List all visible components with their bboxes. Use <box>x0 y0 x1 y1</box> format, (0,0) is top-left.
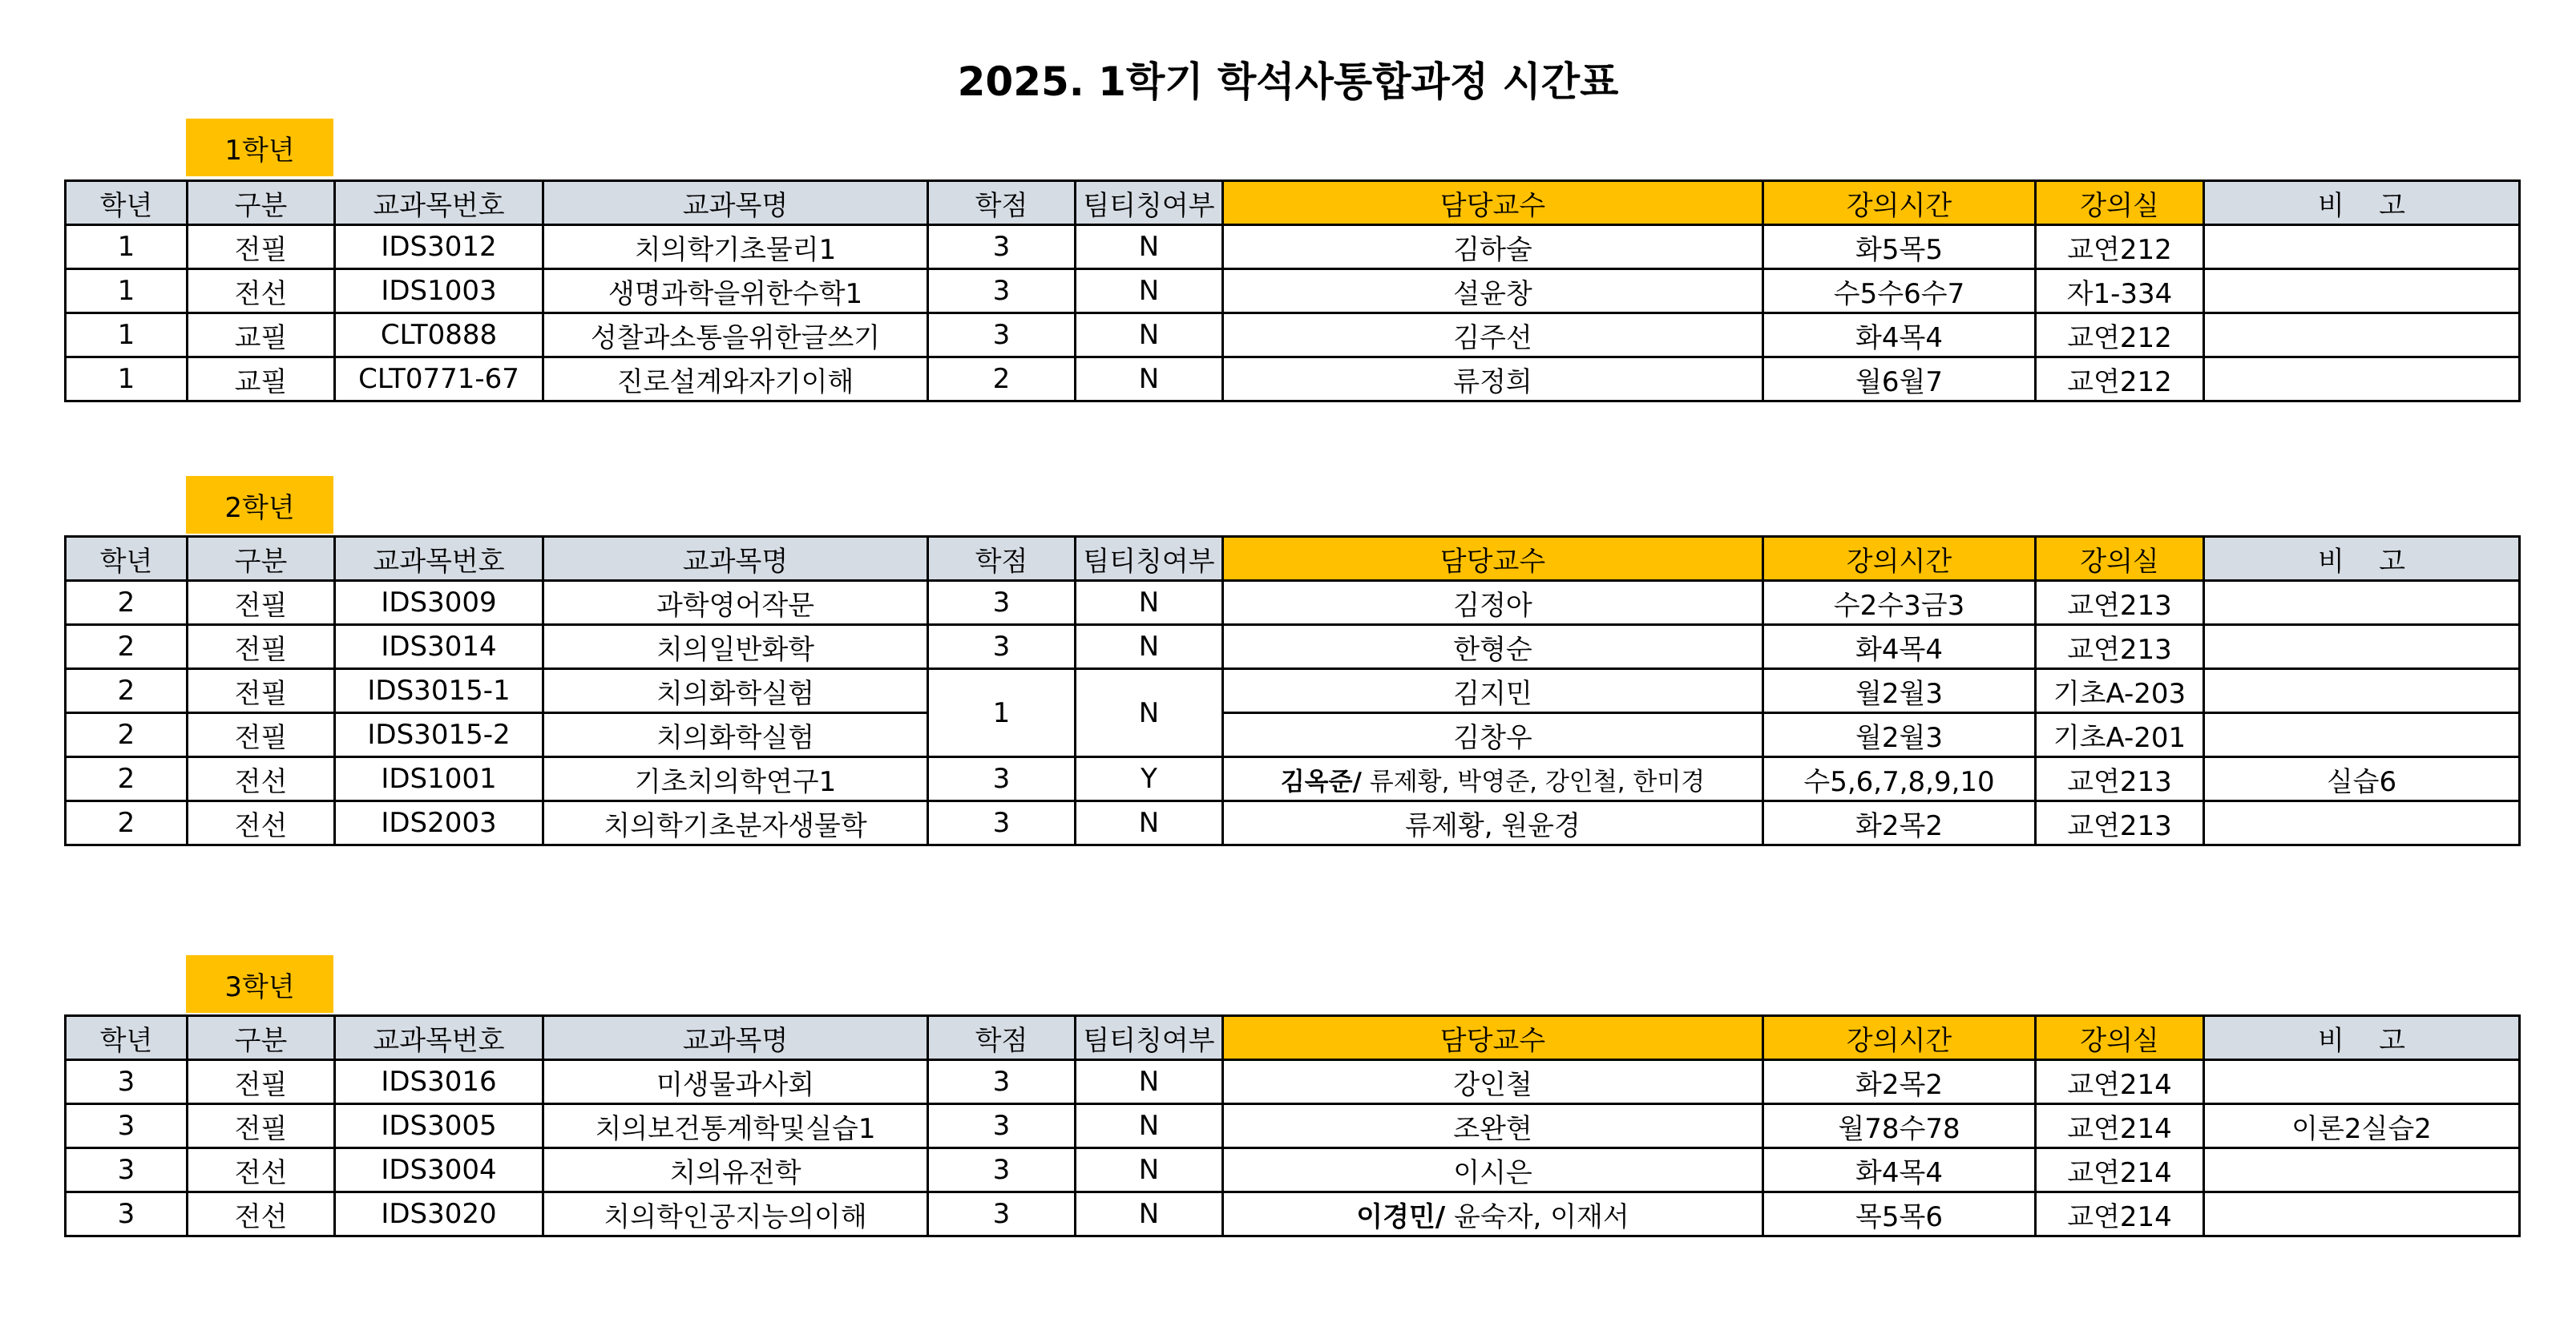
table-row <box>66 269 2520 313</box>
cell-team-teaching: N <box>1076 801 1223 845</box>
cell-professor: 김하술 <box>1223 225 1763 269</box>
timetable-year-1 <box>64 179 2521 402</box>
cell-notes <box>2204 669 2520 713</box>
cell-course-name: 치의유전학 <box>543 1148 928 1192</box>
cell-classroom: 교연213 <box>2036 801 2204 845</box>
cell-category: 전필 <box>188 713 335 757</box>
cell-course-code: IDS3014 <box>335 625 543 669</box>
col-header-course-code: 교과목번호 <box>335 537 543 581</box>
cell-year: 3 <box>66 1148 188 1192</box>
cell-category: 전선 <box>188 757 335 801</box>
col-header-professor: 담당교수 <box>1223 1016 1763 1060</box>
cell-professor <box>1223 757 1763 801</box>
year-tag-3: 3학년 <box>186 955 333 1013</box>
cell-course-code: IDS3015-2 <box>335 713 543 757</box>
cell-year: 3 <box>66 1192 188 1236</box>
cell-notes <box>2204 313 2520 357</box>
co-professors: 윤숙자, 이재서 <box>1445 1200 1629 1233</box>
col-header-course-code: 교과목번호 <box>335 1016 543 1060</box>
cell-course-code: IDS1003 <box>335 269 543 313</box>
cell-team-teaching: N <box>1076 357 1223 401</box>
cell-team-teaching: Y <box>1076 757 1223 801</box>
header-row <box>66 1016 2520 1060</box>
cell-lecture-time: 목5목6 <box>1763 1192 2036 1236</box>
cell-course-name: 성찰과소통을위한글쓰기 <box>543 313 928 357</box>
cell-lecture-time: 화5목5 <box>1763 225 2036 269</box>
table-row <box>66 757 2520 801</box>
page-title: 2025. 1학기 학석사통합과정 시간표 <box>957 58 1619 105</box>
cell-team-teaching: N <box>1076 269 1223 313</box>
cell-professor: 강인철 <box>1223 1060 1763 1104</box>
col-header-notes: 비 고 <box>2204 537 2520 581</box>
cell-category: 교필 <box>188 313 335 357</box>
table-row <box>66 1192 2520 1236</box>
cell-notes <box>2204 581 2520 625</box>
col-header-credits: 학점 <box>928 537 1076 581</box>
cell-professor: 설윤창 <box>1223 269 1763 313</box>
cell-course-code: CLT0771-67 <box>335 357 543 401</box>
cell-notes <box>2204 625 2520 669</box>
cell-lecture-time: 수5수6수7 <box>1763 269 2036 313</box>
cell-course-name: 생명과학을위한수학1 <box>543 269 928 313</box>
cell-category: 전필 <box>188 625 335 669</box>
cell-notes <box>2204 269 2520 313</box>
col-header-team-teaching: 팀티칭여부 <box>1076 537 1223 581</box>
cell-year: 1 <box>66 357 188 401</box>
table-row <box>66 225 2520 269</box>
cell-category: 전선 <box>188 1192 335 1236</box>
cell-classroom: 교연213 <box>2036 625 2204 669</box>
cell-professor: 김정아 <box>1223 581 1763 625</box>
co-professors: 류제황, 박영준, 강인철, 한미경 <box>1361 767 1706 797</box>
cell-course-code: IDS3009 <box>335 581 543 625</box>
lead-professor: 김옥준/ <box>1280 767 1362 797</box>
cell-lecture-time: 월2월3 <box>1763 669 2036 713</box>
col-header-category: 구분 <box>188 537 335 581</box>
cell-course-name: 치의화학실험 <box>543 669 928 713</box>
table-row <box>66 801 2520 845</box>
cell-lecture-time: 화2목2 <box>1763 1060 2036 1104</box>
cell-course-code: IDS2003 <box>335 801 543 845</box>
cell-course-code: IDS3004 <box>335 1148 543 1192</box>
cell-category: 전필 <box>188 581 335 625</box>
cell-professor: 류제황, 원윤경 <box>1223 801 1763 845</box>
cell-lecture-time: 화2목2 <box>1763 801 2036 845</box>
cell-notes <box>2204 713 2520 757</box>
cell-lecture-time: 월2월3 <box>1763 713 2036 757</box>
cell-course-name: 진로설계와자기이해 <box>543 357 928 401</box>
cell-notes <box>2204 1192 2520 1236</box>
cell-course-code: CLT0888 <box>335 313 543 357</box>
cell-year: 2 <box>66 713 188 757</box>
cell-course-code: IDS3015-1 <box>335 669 543 713</box>
cell-lecture-time: 화4목4 <box>1763 625 2036 669</box>
cell-classroom: 교연212 <box>2036 225 2204 269</box>
cell-year: 2 <box>66 581 188 625</box>
year-tag-2: 2학년 <box>186 476 333 534</box>
col-header-team-teaching: 팀티칭여부 <box>1076 181 1223 225</box>
cell-classroom: 교연212 <box>2036 357 2204 401</box>
cell-course-name: 치의보건통계학및실습1 <box>543 1104 928 1148</box>
cell-team-teaching: N <box>1076 1104 1223 1148</box>
cell-year: 2 <box>66 625 188 669</box>
cell-professor: 김주선 <box>1223 313 1763 357</box>
col-header-classroom: 강의실 <box>2036 537 2204 581</box>
cell-credits: 3 <box>928 1104 1076 1148</box>
cell-professor: 조완현 <box>1223 1104 1763 1148</box>
cell-category: 교필 <box>188 357 335 401</box>
cell-year: 2 <box>66 757 188 801</box>
cell-lecture-time: 화4목4 <box>1763 1148 2036 1192</box>
col-header-classroom: 강의실 <box>2036 181 2204 225</box>
cell-course-name: 기초치의학연구1 <box>543 757 928 801</box>
cell-course-name: 과학영어작문 <box>543 581 928 625</box>
cell-professor: 이시은 <box>1223 1148 1763 1192</box>
cell-notes <box>2204 1148 2520 1192</box>
cell-credits: 3 <box>928 269 1076 313</box>
cell-category: 전선 <box>188 269 335 313</box>
cell-classroom: 기초A-201 <box>2036 713 2204 757</box>
cell-professor: 류정희 <box>1223 357 1763 401</box>
cell-classroom: 교연214 <box>2036 1148 2204 1192</box>
cell-professor: 김창우 <box>1223 713 1763 757</box>
cell-lecture-time: 월6월7 <box>1763 357 2036 401</box>
table-row <box>66 669 2520 713</box>
cell-team-teaching: N <box>1076 1148 1223 1192</box>
cell-course-code: IDS3020 <box>335 1192 543 1236</box>
col-header-course-name: 교과목명 <box>543 181 928 225</box>
table-row <box>66 313 2520 357</box>
cell-year: 2 <box>66 801 188 845</box>
cell-category: 전선 <box>188 801 335 845</box>
header-row <box>66 537 2520 581</box>
col-header-credits: 학점 <box>928 1016 1076 1060</box>
cell-classroom: 교연214 <box>2036 1060 2204 1104</box>
table-row <box>66 625 2520 669</box>
col-header-year: 학년 <box>66 181 188 225</box>
cell-credits: 3 <box>928 757 1076 801</box>
cell-classroom: 교연214 <box>2036 1192 2204 1236</box>
cell-category: 전필 <box>188 1060 335 1104</box>
cell-professor <box>1223 1192 1763 1236</box>
cell-credits: 3 <box>928 581 1076 625</box>
col-header-professor: 담당교수 <box>1223 537 1763 581</box>
cell-team-teaching: N <box>1076 1192 1223 1236</box>
cell-notes <box>2204 1060 2520 1104</box>
cell-course-code: IDS1001 <box>335 757 543 801</box>
cell-course-name: 치의화학실험 <box>543 713 928 757</box>
col-header-professor: 담당교수 <box>1223 181 1763 225</box>
cell-course-name: 치의학기초물리1 <box>543 225 928 269</box>
cell-credits: 3 <box>928 1148 1076 1192</box>
cell-course-code: IDS3012 <box>335 225 543 269</box>
col-header-notes: 비 고 <box>2204 181 2520 225</box>
cell-category: 전선 <box>188 1148 335 1192</box>
cell-course-code: IDS3016 <box>335 1060 543 1104</box>
col-header-year: 학년 <box>66 1016 188 1060</box>
cell-lecture-time: 화4목4 <box>1763 313 2036 357</box>
cell-team-teaching: N <box>1076 625 1223 669</box>
cell-team-teaching: N <box>1076 225 1223 269</box>
table-row <box>66 1060 2520 1104</box>
col-header-classroom: 강의실 <box>2036 1016 2204 1060</box>
cell-team-teaching: N <box>1076 581 1223 625</box>
cell-category: 전필 <box>188 225 335 269</box>
year-tag-1: 1학년 <box>186 119 333 176</box>
cell-credits: 1 <box>928 669 1076 757</box>
cell-year: 3 <box>66 1104 188 1148</box>
col-header-course-code: 교과목번호 <box>335 181 543 225</box>
cell-team-teaching: N <box>1076 313 1223 357</box>
col-header-lecture-time: 강의시간 <box>1763 1016 2036 1060</box>
cell-classroom: 교연213 <box>2036 757 2204 801</box>
cell-classroom: 교연213 <box>2036 581 2204 625</box>
table-row <box>66 357 2520 401</box>
cell-professor: 한형순 <box>1223 625 1763 669</box>
cell-notes <box>2204 225 2520 269</box>
table-row <box>66 713 2520 757</box>
col-header-category: 구분 <box>188 181 335 225</box>
cell-course-name: 치의학기초분자생물학 <box>543 801 928 845</box>
cell-credits: 2 <box>928 357 1076 401</box>
col-header-team-teaching: 팀티칭여부 <box>1076 1016 1223 1060</box>
cell-course-name: 치의학인공지능의이해 <box>543 1192 928 1236</box>
col-header-year: 학년 <box>66 537 188 581</box>
cell-classroom: 교연214 <box>2036 1104 2204 1148</box>
cell-team-teaching: N <box>1076 1060 1223 1104</box>
table-row <box>66 1104 2520 1148</box>
cell-credits: 3 <box>928 225 1076 269</box>
timetable-year-3 <box>64 1014 2521 1237</box>
cell-credits: 3 <box>928 625 1076 669</box>
cell-credits: 3 <box>928 1060 1076 1104</box>
cell-year: 1 <box>66 313 188 357</box>
cell-credits: 3 <box>928 1192 1076 1236</box>
cell-credits: 3 <box>928 801 1076 845</box>
table-row <box>66 1148 2520 1192</box>
cell-category: 전필 <box>188 669 335 713</box>
timetable-year-2 <box>64 535 2521 846</box>
cell-notes <box>2204 801 2520 845</box>
col-header-lecture-time: 강의시간 <box>1763 537 2036 581</box>
cell-credits: 3 <box>928 313 1076 357</box>
cell-course-name: 미생물과사회 <box>543 1060 928 1104</box>
cell-classroom: 자1-334 <box>2036 269 2204 313</box>
cell-classroom: 기초A-203 <box>2036 669 2204 713</box>
cell-notes: 실습6 <box>2204 757 2520 801</box>
cell-year: 3 <box>66 1060 188 1104</box>
cell-course-code: IDS3005 <box>335 1104 543 1148</box>
lead-professor: 이경민/ <box>1356 1200 1446 1233</box>
cell-lecture-time: 월78수78 <box>1763 1104 2036 1148</box>
cell-classroom: 교연212 <box>2036 313 2204 357</box>
cell-lecture-time: 수5,6,7,8,9,10 <box>1763 757 2036 801</box>
cell-year: 2 <box>66 669 188 713</box>
cell-team-teaching: N <box>1076 669 1223 757</box>
col-header-category: 구분 <box>188 1016 335 1060</box>
table-row <box>66 581 2520 625</box>
cell-category: 전필 <box>188 1104 335 1148</box>
col-header-credits: 학점 <box>928 181 1076 225</box>
cell-lecture-time: 수2수3금3 <box>1763 581 2036 625</box>
col-header-course-name: 교과목명 <box>543 1016 928 1060</box>
col-header-notes: 비 고 <box>2204 1016 2520 1060</box>
col-header-lecture-time: 강의시간 <box>1763 181 2036 225</box>
col-header-course-name: 교과목명 <box>543 537 928 581</box>
cell-notes <box>2204 357 2520 401</box>
cell-notes: 이론2실습2 <box>2204 1104 2520 1148</box>
cell-professor: 김지민 <box>1223 669 1763 713</box>
header-row <box>66 181 2520 225</box>
cell-course-name: 치의일반화학 <box>543 625 928 669</box>
cell-year: 1 <box>66 225 188 269</box>
cell-year: 1 <box>66 269 188 313</box>
